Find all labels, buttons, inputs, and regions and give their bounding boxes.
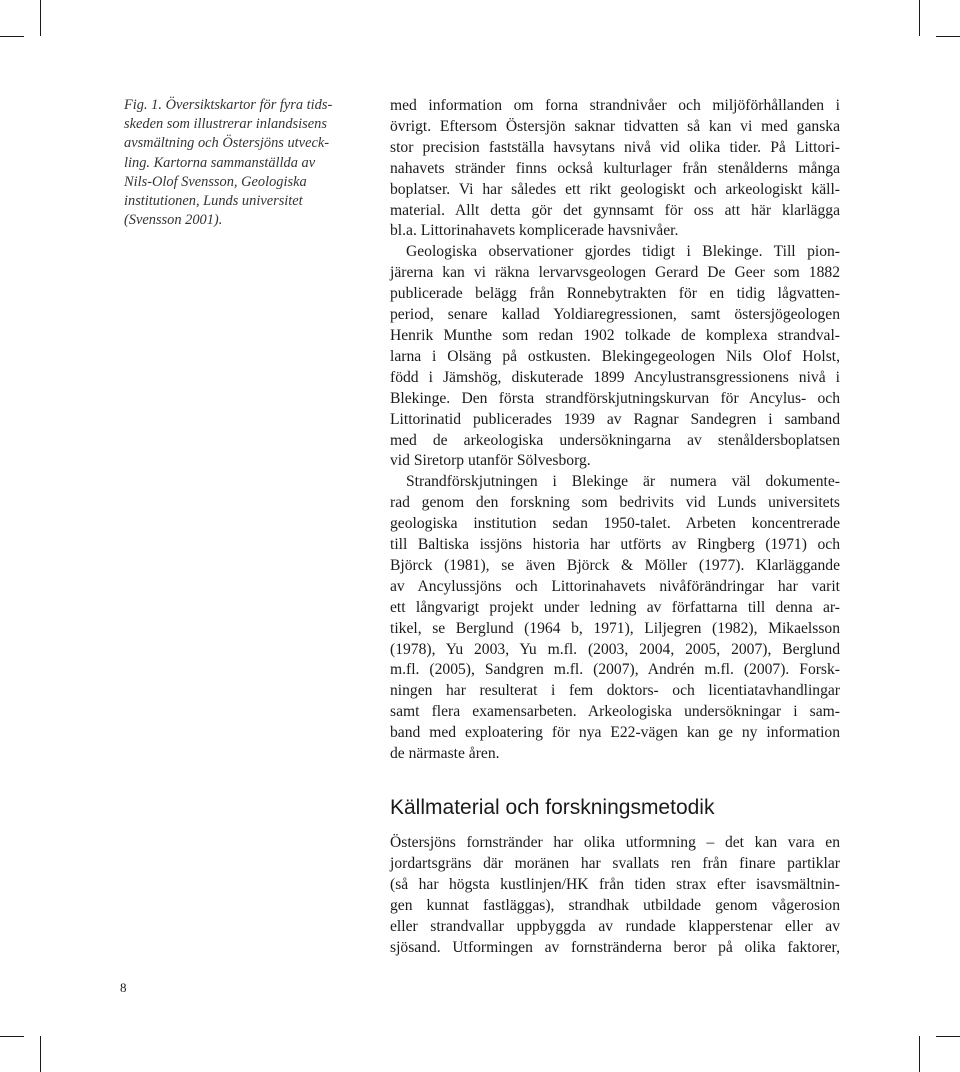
caption-line: Fig. 1. Översiktskartor för fyra tids-	[124, 97, 333, 113]
page-number: 8	[120, 980, 127, 995]
text-line: till Baltiska issjöns historia har utförts av Ringberg (1971) och	[390, 536, 840, 554]
crop-mark-top-right	[919, 0, 920, 36]
text-line: bl.a. Littorinahavets komplicerade havsnivåer.	[390, 222, 679, 240]
text-line: nahavets stränder finns också kulturlager från stenålderns många	[390, 159, 840, 177]
caption-line: Nils-Olof Svensson, Geologiska	[124, 173, 307, 190]
text-line: material. Allt detta gör det gynnsamt för oss att här klarlägga	[390, 201, 840, 219]
text-line: samt flera examensarbeten. Arkeologiska undersökningar i sam-	[390, 703, 840, 721]
crop-mark-bottom-right-h	[936, 1036, 960, 1037]
caption-line: institutionen, Lunds universitet	[124, 193, 303, 210]
text-line: av Ancylussjöns och Littorinahavets nivåförändringar har varit	[390, 577, 840, 595]
text-line: rad genom den forskning som bedrivits vid Lunds universitets	[390, 494, 840, 512]
crop-mark-bottom-left	[40, 1036, 41, 1072]
text-line: Littorinatid publicerades 1939 av Ragnar Sandegren i samband	[390, 410, 840, 428]
text-line: övrigt. Eftersom Östersjön saknar tidvatten så kan vi med ganska	[390, 117, 840, 135]
text-line: Strandförskjutningen i Blekinge är numera väl dokumente-	[406, 473, 840, 491]
text-line: ett långvarigt projekt under ledning av författarna till denna ar-	[390, 598, 840, 616]
body-paragraph-3	[390, 472, 840, 765]
caption-line: ling. Kartorna sammanställda av	[124, 154, 316, 171]
text-line: m.fl. (2005), Sandgren m.fl. (2007), Andrén m.fl. (2007). Forsk-	[390, 661, 840, 679]
caption-line: (Svensson 2001).	[124, 212, 223, 229]
text-line: Henrik Munthe som redan 1902 tolkade de komplexa strandval-	[390, 326, 840, 344]
text-line: järerna kan vi räkna lervarvsgeologen Gerard De Geer som 1882	[390, 264, 840, 282]
text-line: sjösand. Utformingen av fornstränderna beror på olika faktorer,	[390, 938, 840, 956]
text-line: stor precision fastställa havsytans nivå vid olika tider. På Littori-	[390, 138, 840, 156]
text-line: publicerade belägg från Ronnebytrakten för en tidig lågvatten-	[390, 285, 840, 303]
caption-line: avsmältning och Östersjöns utveck-	[124, 135, 330, 152]
crop-mark-top-left-h	[0, 36, 24, 37]
text-line: med information om forna strandnivåer och miljöförhållanden i	[390, 97, 840, 114]
text-line: gen kunnat fastläggas), strandhak utbildade genom vågerosion	[390, 896, 840, 914]
body-paragraph-1	[390, 96, 840, 242]
body-column	[390, 96, 840, 765]
text-line: de närmaste åren.	[390, 745, 500, 763]
section-kallmaterial	[390, 795, 840, 958]
crop-mark-bottom-right	[919, 1036, 920, 1072]
crop-mark-top-left	[40, 0, 41, 36]
text-line: Blekinge. Den första strandförskjutningskurvan för Ancylus- och	[390, 389, 840, 407]
text-line: eller strandvallar uppbyggda av rundade klapperstenar eller av	[390, 917, 840, 935]
text-line: boplatser. Vi har således ett rikt geologiskt och arkeologiskt käll-	[390, 180, 840, 198]
text-line: vid Siretorp utanför Sölvesborg.	[390, 452, 591, 470]
figure-caption	[124, 96, 356, 230]
text-line: ningen har resulterat i fem doktors- och licentiatavhandlingar	[390, 682, 840, 700]
crop-mark-bottom-left-h	[0, 1036, 24, 1037]
text-line: född i Jämshög, diskuterade 1899 Ancylustransgressionens nivå i	[390, 368, 840, 386]
caption-line: skeden som illustrerar inlandsisens	[124, 116, 327, 133]
body-paragraph-2	[390, 242, 840, 472]
text-line: Östersjöns fornstränder har olika utformning – det kan vara en	[390, 834, 840, 851]
text-line: jordartsgräns där moränen har svallats ren från finare partiklar	[390, 854, 840, 872]
text-line: Björck (1981), se även Björck & Möller (1977). Klarläggande	[390, 556, 840, 574]
text-line: period, senare kallad Yoldiaregressionen, samt östersjögeologen	[390, 306, 840, 324]
text-line: (så har högsta kustlinjen/HK från tiden strax efter isavsmältnin-	[390, 875, 840, 893]
text-line: med de arkeologiska undersökningarna av stenåldersboplatsen	[390, 431, 840, 449]
text-line: geologiska institution sedan 1950-talet. Arbeten koncentrerade	[390, 515, 840, 533]
text-line: (1978), Yu 2003, Yu m.fl. (2003, 2004, 2005, 2007), Berglund	[390, 640, 840, 658]
text-line: band med exploatering för nya E22-vägen kan ge ny information	[390, 724, 840, 742]
text-line: larna i Olsäng på ostkusten. Blekingegeologen Nils Olof Holst,	[390, 347, 840, 365]
text-line: tikel, se Berglund (1964 b, 1971), Liljegren (1982), Mikaelsson	[390, 619, 840, 637]
crop-mark-top-right-h	[936, 36, 960, 37]
section-paragraph-1	[390, 833, 840, 958]
text-line: Geologiska observationer gjordes tidigt i Blekinge. Till pion-	[406, 243, 840, 261]
section-heading: Källmaterial och forskningsmetodik	[390, 796, 715, 819]
